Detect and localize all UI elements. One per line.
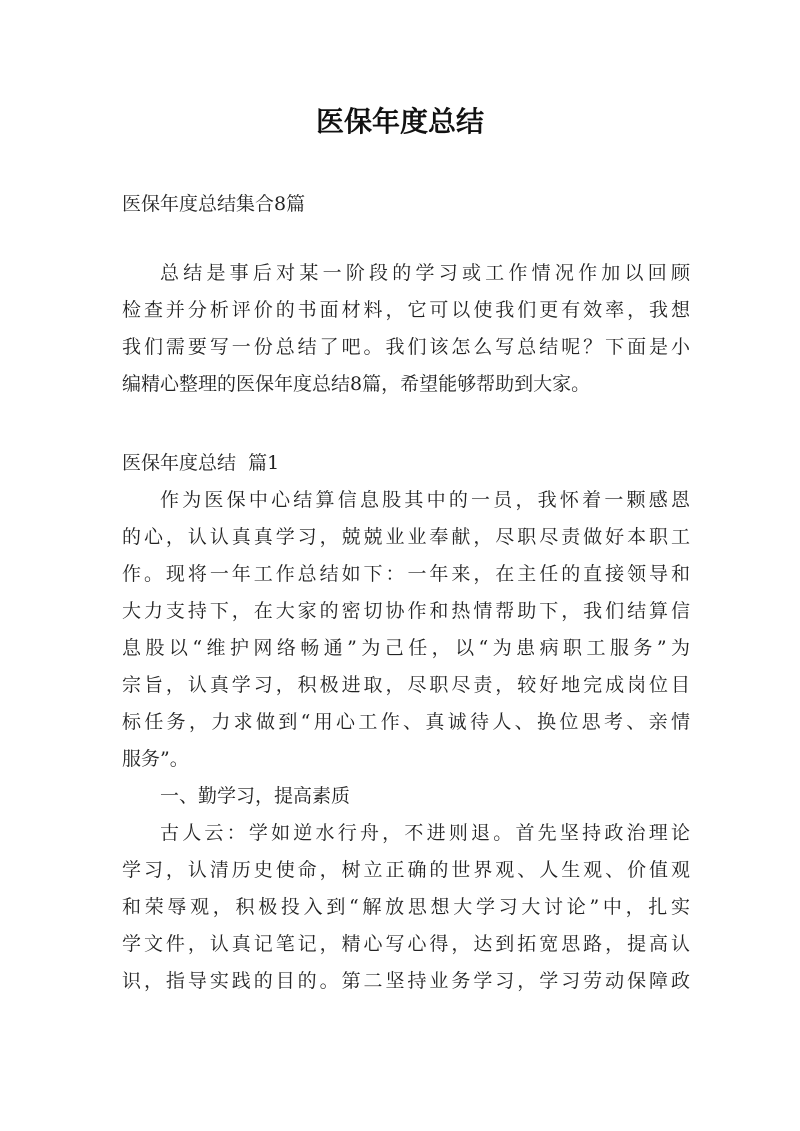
paragraph-line: 检查并分析评价的书面材料，它可以使我们更有效率，我想	[122, 299, 690, 321]
paragraph-line: 大力支持下，在大家的密切协作和热情帮助下，我们结算信	[122, 600, 690, 622]
paragraph-line: 和荣辱观，积极投入到“解放思想大学习大讨论”中，扎实	[122, 896, 690, 918]
paragraph-line: 作。现将一年工作总结如下：一年来，在主任的直接领导和	[122, 563, 690, 585]
paragraph-line: 息股以“维护网络畅通”为己任，以“为患病职工服务”为	[122, 637, 690, 659]
subtitle: 医保年度总结集合8篇	[122, 193, 306, 215]
paragraph-line: 作为医保中心结算信息股其中的一员，我怀着一颗感恩	[160, 489, 690, 511]
paragraph-line: 总结是事后对某一阶段的学习或工作情况作加以回顾	[160, 262, 690, 284]
document-title: 医保年度总结	[315, 105, 484, 138]
subtitle-block	[122, 186, 690, 223]
paragraph-line: 宗旨，认真学习，积极进取，尽职尽责，较好地完成岗位目	[122, 674, 690, 696]
section-1	[122, 445, 690, 1000]
subheading: 一、勤学习，提高素质	[160, 785, 351, 807]
paragraph-line: 我们需要写一份总结了吧。我们该怎么写总结呢？下面是小	[122, 336, 690, 358]
paragraph-line: 学文件，认真记笔记，精心写心得，达到拓宽思路，提高认	[122, 933, 690, 955]
section-heading: 医保年度总结 篇1	[122, 452, 280, 474]
paragraph-line: 服务”。	[122, 748, 189, 770]
paragraph-line: 的心，认认真真学习，兢兢业业奉献，尽职尽责做好本职工	[122, 526, 690, 548]
intro-paragraph	[122, 255, 690, 403]
paragraph-line: 古人云：学如逆水行舟，不进则退。首先坚持政治理论	[160, 822, 690, 844]
paragraph-line: 编精心整理的医保年度总结8篇，希望能够帮助到大家。	[122, 373, 591, 395]
paragraph-line: 标任务，力求做到“用心工作、真诚待人、换位思考、亲情	[122, 711, 690, 733]
paragraph-line: 学习，认清历史使命，树立正确的世界观、人生观、价值观	[122, 859, 690, 881]
paragraph-line: 识，指导实践的目的。第二坚持业务学习，学习劳动保障政	[122, 970, 690, 992]
